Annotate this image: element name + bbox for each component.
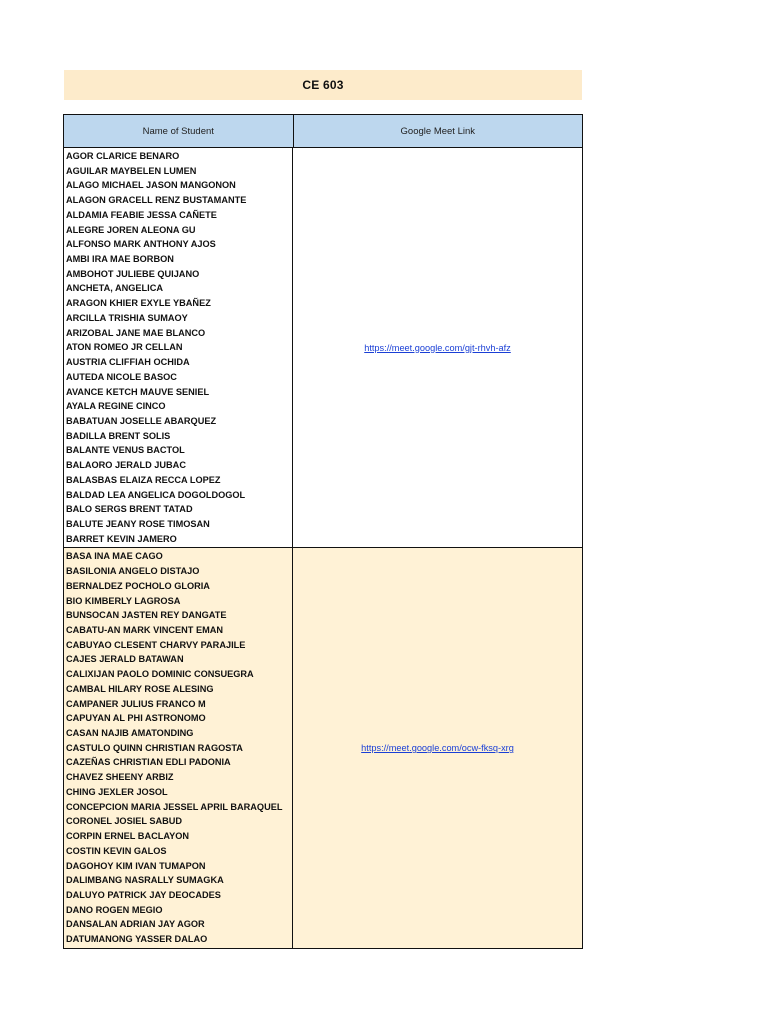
student-name: AMBI IRA MAE BORBON — [66, 254, 174, 265]
student-name: CAZEÑAS CHRISTIAN EDLI PADONIA — [66, 757, 231, 768]
header-name-of-student: Name of Student — [64, 115, 294, 147]
student-table — [63, 114, 583, 949]
student-name: BALASBAS ELAIZA RECCA LOPEZ — [66, 474, 221, 485]
page-title: CE 603 — [302, 78, 344, 92]
student-name: CALIXIJAN PAOLO DOMINIC CONSUEGRA — [66, 669, 254, 680]
student-name: BUNSOCAN JASTEN REY DANGATE — [66, 610, 227, 621]
google-meet-link[interactable]: https://meet.google.com/ocw-fksq-xrg — [361, 743, 514, 754]
student-name: ALDAMIA FEABIE JESSA CAÑETE — [66, 209, 217, 220]
student-name: CONCEPCION MARIA JESSEL APRIL BARAQUEL — [66, 801, 283, 812]
meet-link-cell — [293, 548, 582, 947]
student-name: CABUYAO CLESENT CHARVY PARAJILE — [66, 639, 246, 650]
student-name: CASTULO QUINN CHRISTIAN RAGOSTA — [66, 742, 243, 753]
student-name: BADILLA BRENT SOLIS — [66, 430, 171, 441]
student-name: COSTIN KEVIN GALOS — [66, 845, 167, 856]
student-name: BALANTE VENUS BACTOL — [66, 445, 185, 456]
student-name: DANSALAN ADRIAN JAY AGOR — [66, 919, 205, 930]
student-name: BABATUAN JOSELLE ABARQUEZ — [66, 415, 217, 426]
student-name: CORPIN ERNEL BACLAYON — [66, 831, 190, 842]
table-body — [64, 148, 582, 948]
student-name: AYALA REGINE CINCO — [66, 401, 166, 412]
table-header — [64, 115, 582, 148]
student-name: CAMBAL HILARY ROSE ALESING — [66, 683, 214, 694]
student-name: CHING JEXLER JOSOL — [66, 786, 168, 797]
student-name: ALAGON GRACELL RENZ BUSTAMANTE — [66, 195, 247, 206]
student-name-list — [64, 148, 293, 547]
student-name: AGUILAR MAYBELEN LUMEN — [66, 165, 197, 176]
student-name: CAJES JERALD BATAWAN — [66, 654, 184, 665]
student-name: AUTEDA NICOLE BASOC — [66, 371, 177, 382]
student-name: ARCILLA TRISHIA SUMAOY — [66, 312, 188, 323]
student-name: CAPUYAN AL PHI ASTRONOMO — [66, 713, 206, 724]
student-name: DALUYO PATRICK JAY DEOCADES — [66, 889, 221, 900]
student-name: CABATU-AN MARK VINCENT EMAN — [66, 625, 224, 635]
student-name: AMBOHOT JULIEBE QUIJANO — [66, 268, 200, 279]
student-name: BALUTE JEANY ROSE TIMOSAN — [66, 518, 210, 529]
student-name: DALIMBANG NASRALLY SUMAGKA — [66, 875, 224, 886]
student-name: BASILONIA ANGELO DISTAJO — [66, 566, 200, 577]
student-name: BARRET KEVIN JAMERO — [66, 533, 177, 544]
student-name: CORONEL JOSIEL SABUD — [66, 816, 183, 827]
student-name: BALDAD LEA ANGELICA DOGOLDOGOL — [66, 489, 246, 500]
student-name-list — [64, 548, 293, 947]
student-name: AUSTRIA CLIFFIAH OCHIDA — [66, 357, 190, 368]
student-group — [64, 547, 582, 947]
student-name: AGOR CLARICE BENARO — [66, 151, 180, 161]
student-name: BALAORO JERALD JUBAC — [66, 460, 186, 471]
student-name: ALEGRE JOREN ALEONA GU — [66, 224, 196, 235]
student-name: ATON ROMEO JR CELLAN — [66, 342, 183, 353]
student-name: ANCHETA, ANGELICA — [66, 283, 163, 294]
student-name: ALFONSO MARK ANTHONY AJOS — [66, 239, 216, 250]
student-name: CAMPANER JULIUS FRANCO M — [66, 698, 206, 709]
student-name: BIO KIMBERLY LAGROSA — [66, 595, 181, 606]
student-name: DANO ROGEN MEGIO — [66, 904, 163, 915]
student-name: DAGOHOY KIM IVAN TUMAPON — [66, 860, 206, 871]
student-name: ARIZOBAL JANE MAE BLANCO — [66, 327, 206, 338]
student-name: ALAGO MICHAEL JASON MANGONON — [66, 180, 236, 191]
meet-link-cell — [293, 148, 582, 547]
header-google-meet-link: Google Meet Link — [400, 125, 476, 137]
student-name: BERNALDEZ POCHOLO GLORIA — [66, 580, 210, 591]
student-name: DATUMANONG YASSER DALAO — [66, 934, 208, 945]
student-name: CASAN NAJIB AMATONDING — [66, 728, 194, 739]
student-name: ARAGON KHIER EXYLE YBAÑEZ — [66, 298, 211, 309]
student-name: AVANCE KETCH MAUVE SENIEL — [66, 386, 210, 397]
student-name: CHAVEZ SHEENY ARBIZ — [66, 772, 174, 783]
student-name: BALO SERGS BRENT TATAD — [66, 504, 193, 515]
student-name: BASA INA MAE CAGO — [66, 551, 163, 562]
google-meet-link[interactable]: https://meet.google.com/gjt-rhvh-afz — [364, 342, 511, 353]
title-bar — [64, 70, 582, 100]
student-group — [64, 148, 582, 547]
